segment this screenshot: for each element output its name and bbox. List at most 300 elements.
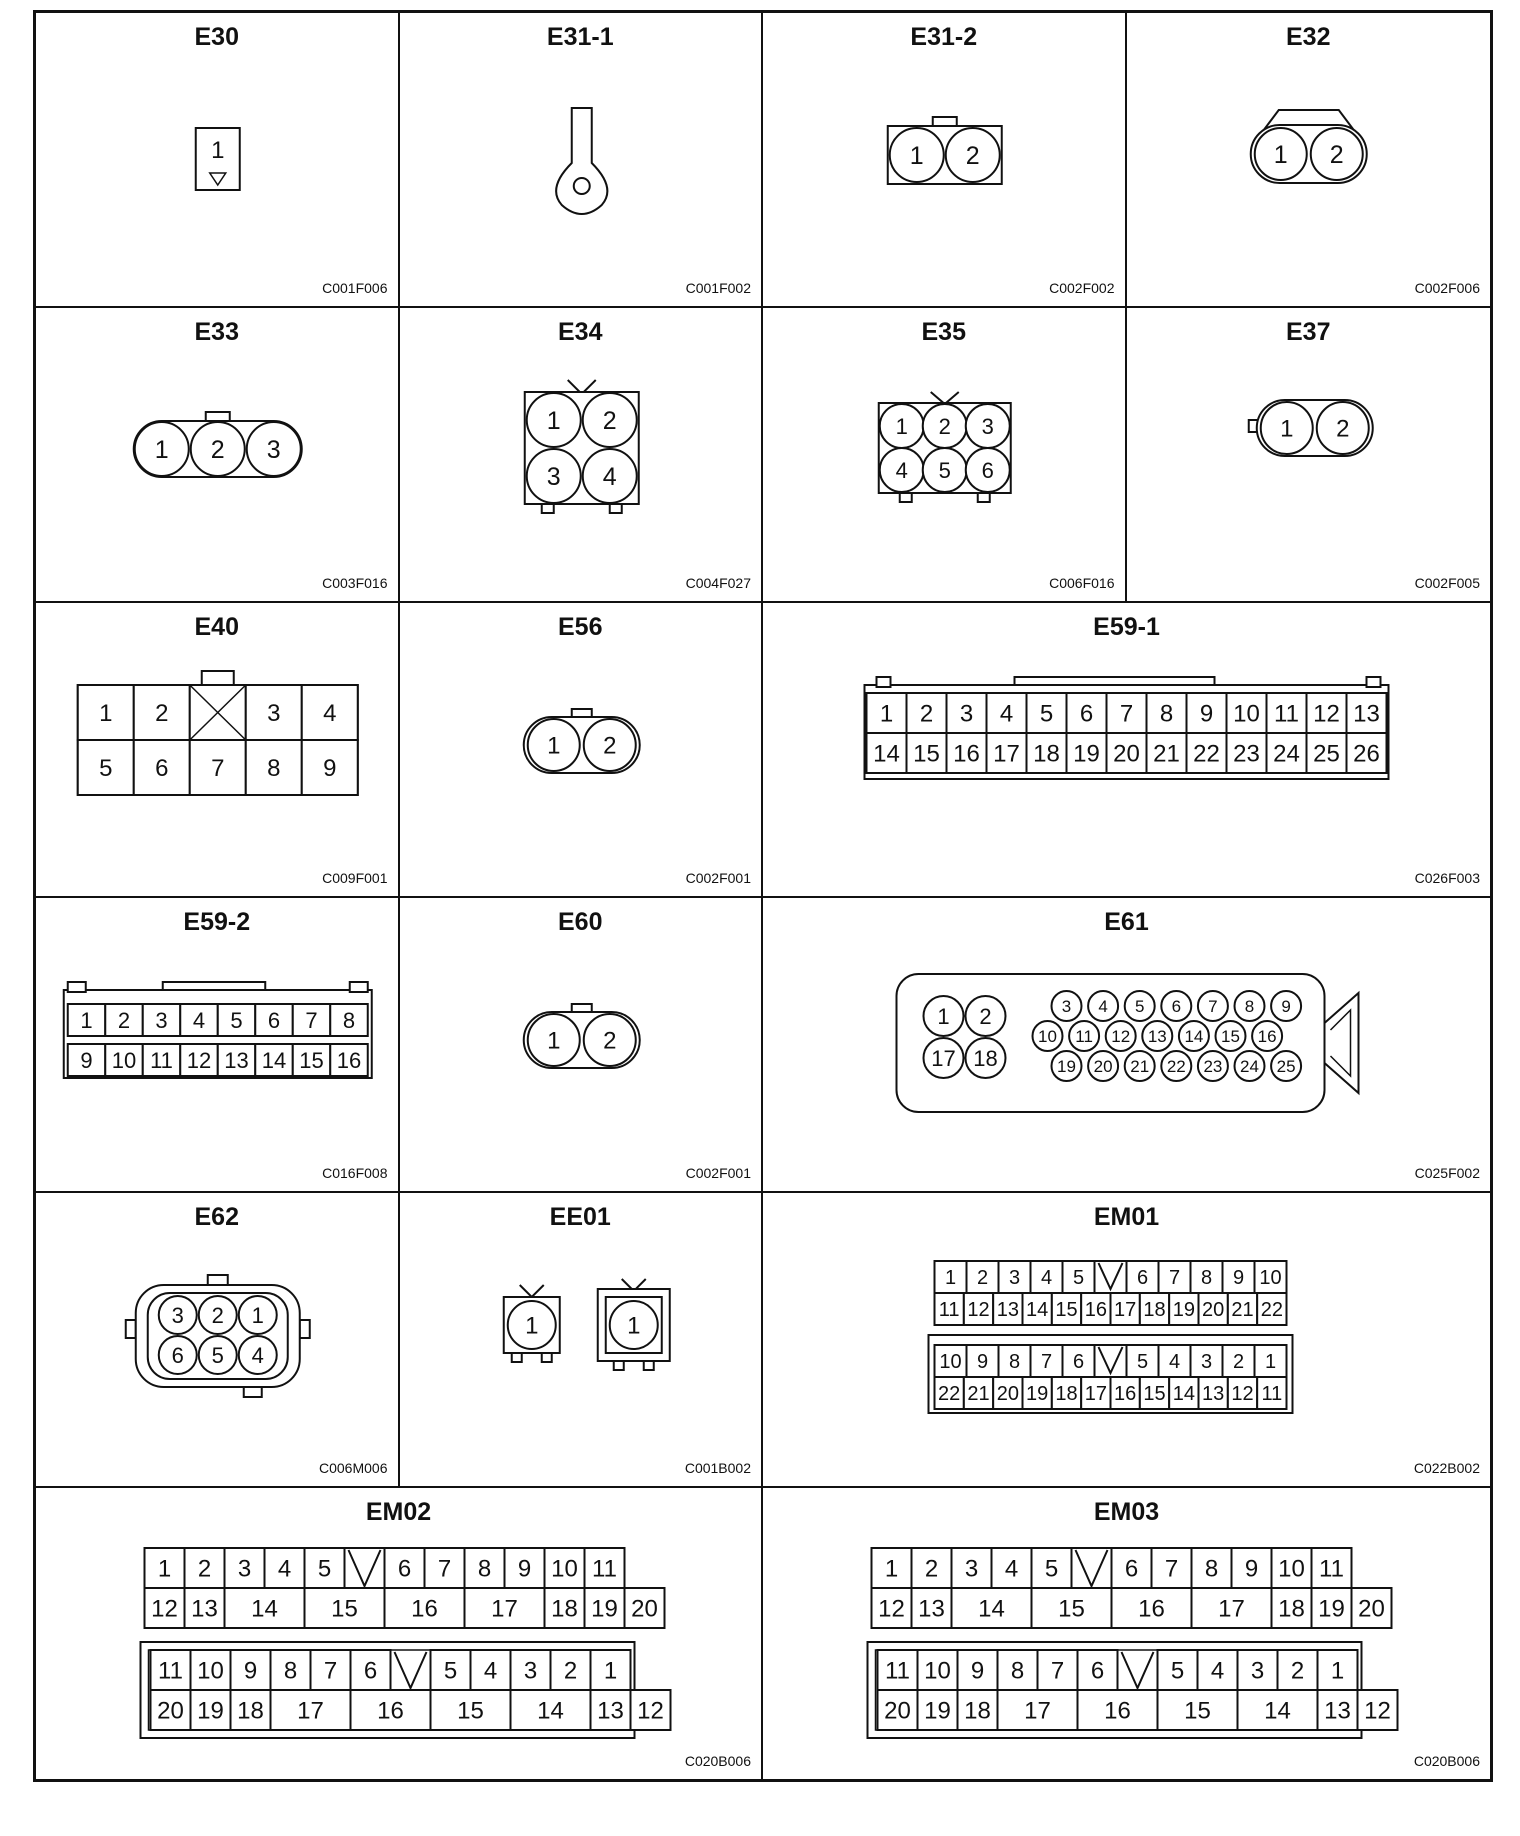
pin-label: 13 bbox=[1202, 1383, 1225, 1406]
pin-label: 7 bbox=[1040, 1351, 1053, 1374]
lock-tab bbox=[350, 982, 368, 992]
connector-id: E30 bbox=[194, 23, 239, 51]
connector-cell-e40 bbox=[36, 603, 400, 898]
connector-cell-e32 bbox=[1127, 13, 1491, 308]
pin-label: 1 bbox=[546, 732, 560, 760]
connector-cell-e59-1 bbox=[763, 603, 1490, 898]
pin-label: 16 bbox=[377, 1697, 404, 1725]
pin-label: 2 bbox=[602, 407, 617, 435]
connector-drawing bbox=[36, 898, 400, 1193]
pin-label: 9 bbox=[243, 1657, 258, 1685]
pin-label: 9 bbox=[1232, 1267, 1245, 1290]
pin-label: 4 bbox=[1210, 1657, 1225, 1685]
pin-label: 12 bbox=[878, 1595, 905, 1623]
lock-tab bbox=[244, 1387, 262, 1397]
pin-label: 13 bbox=[1353, 700, 1380, 728]
connector-code: C004F027 bbox=[685, 575, 751, 591]
pin-label: 6 bbox=[1136, 1267, 1149, 1290]
pin-label: 10 bbox=[1278, 1555, 1305, 1583]
pin-label: 23 bbox=[1203, 1057, 1223, 1077]
pin-label: 13 bbox=[224, 1047, 249, 1073]
pin-label: 13 bbox=[996, 1299, 1019, 1322]
pin-label: 3 bbox=[959, 700, 974, 728]
pin-label: 2 bbox=[919, 700, 934, 728]
pin-label: 20 bbox=[884, 1697, 911, 1725]
connector-code: C001F006 bbox=[322, 280, 388, 296]
pin-label: 4 bbox=[192, 1007, 206, 1033]
pin-label: 15 bbox=[1143, 1383, 1166, 1406]
pin-label: 1 bbox=[1330, 1657, 1345, 1685]
connector-code: C001F002 bbox=[685, 280, 751, 296]
pin-label: 14 bbox=[1264, 1697, 1291, 1725]
connector-drawing bbox=[36, 13, 400, 308]
pin-label: 1 bbox=[546, 1027, 560, 1055]
connector-drawing bbox=[36, 1488, 763, 1779]
pin-label: 13 bbox=[918, 1595, 945, 1623]
pin-label: 15 bbox=[457, 1697, 484, 1725]
pin-label: 15 bbox=[1184, 1697, 1211, 1725]
pin-label: 1 bbox=[603, 1657, 618, 1685]
pin-label: 1 bbox=[895, 413, 908, 439]
pin-label: 1 bbox=[1264, 1351, 1277, 1374]
connector-cell-em01 bbox=[763, 1193, 1490, 1488]
connector-drawing bbox=[36, 603, 400, 898]
pin-label: 8 bbox=[342, 1007, 356, 1033]
pin-label: 17 bbox=[1024, 1697, 1051, 1725]
connector-code: C002F002 bbox=[1049, 280, 1115, 296]
pin-label: 12 bbox=[151, 1595, 178, 1623]
pin-label: 1 bbox=[626, 1312, 640, 1340]
pin-label: 11 bbox=[158, 1657, 183, 1685]
pin-label: 6 bbox=[1124, 1555, 1139, 1583]
pin-label: 19 bbox=[924, 1697, 951, 1725]
connector-code: C001B002 bbox=[684, 1460, 751, 1476]
lock-tab bbox=[541, 504, 553, 513]
pin-label: 14 bbox=[873, 740, 900, 768]
pin-label: 7 bbox=[1164, 1555, 1179, 1583]
pin-label: 17 bbox=[1218, 1595, 1245, 1623]
pin-label: 20 bbox=[1202, 1299, 1225, 1322]
pin-label: 7 bbox=[437, 1555, 452, 1583]
connector-id: E59-1 bbox=[1093, 613, 1160, 641]
pin-label: 12 bbox=[1111, 1027, 1131, 1047]
pin-label: 7 bbox=[1208, 997, 1218, 1017]
pin-label: 2 bbox=[117, 1007, 131, 1033]
pin-label: 16 bbox=[1104, 1697, 1131, 1725]
pin-label: 6 bbox=[981, 457, 994, 483]
pin-label: 10 bbox=[1038, 1027, 1057, 1047]
pin-label: 14 bbox=[978, 1595, 1005, 1623]
pin-label: 3 bbox=[981, 413, 994, 439]
pin-label: 9 bbox=[1244, 1555, 1259, 1583]
pin-label: 10 bbox=[551, 1555, 578, 1583]
pin-label: 4 bbox=[323, 700, 337, 728]
pin-label: 24 bbox=[1240, 1057, 1259, 1077]
pin-label: 3 bbox=[964, 1555, 979, 1583]
connector-drawing bbox=[763, 898, 1490, 1193]
connector-code: C002F005 bbox=[1414, 575, 1480, 591]
pin-label: 22 bbox=[1260, 1299, 1283, 1322]
connector-code: C003F016 bbox=[322, 575, 388, 591]
pin-label: 2 bbox=[155, 700, 169, 728]
pin-label: 18 bbox=[973, 1045, 998, 1071]
pin-label: 8 bbox=[1008, 1351, 1021, 1374]
pin-label: 19 bbox=[1172, 1299, 1195, 1322]
pin-label: 20 bbox=[1358, 1595, 1385, 1623]
pin-label: 1 bbox=[937, 1003, 950, 1029]
connector-id: E31-2 bbox=[910, 23, 978, 51]
pin-label: 20 bbox=[631, 1595, 658, 1623]
pin-label: 2 bbox=[1329, 141, 1344, 169]
pin-label: 12 bbox=[1313, 700, 1340, 728]
pin-label: 1 bbox=[157, 1555, 172, 1583]
pin-label: 6 bbox=[171, 1342, 184, 1368]
ring-terminal-icon bbox=[556, 108, 607, 214]
lock-tab bbox=[609, 504, 621, 513]
pin-label: 15 bbox=[913, 740, 940, 768]
pin-label: 19 bbox=[1318, 1595, 1345, 1623]
connector-cell-e37 bbox=[1127, 308, 1491, 603]
pin-label: 1 bbox=[546, 407, 561, 435]
pin-label: 18 bbox=[1055, 1383, 1078, 1406]
lock-tab bbox=[643, 1361, 653, 1370]
pin-label: 1 bbox=[884, 1555, 899, 1583]
pin-label: 6 bbox=[397, 1555, 412, 1583]
pin-label: 1 bbox=[1279, 415, 1293, 443]
pin-label: 2 bbox=[197, 1555, 212, 1583]
pin-label: 11 bbox=[885, 1657, 910, 1685]
pin-label: 11 bbox=[1274, 700, 1299, 728]
lock-v bbox=[349, 1550, 381, 1586]
pin-label: 8 bbox=[477, 1555, 492, 1583]
pin-label: 15 bbox=[1055, 1299, 1078, 1322]
pin-label: 6 bbox=[267, 1007, 281, 1033]
pin-label: 19 bbox=[1073, 740, 1100, 768]
connector-drawing bbox=[400, 1193, 764, 1488]
pin-label: 8 bbox=[283, 1657, 298, 1685]
pin-label: 18 bbox=[237, 1697, 264, 1725]
pin-label: 12 bbox=[186, 1047, 212, 1073]
pin-label: 6 bbox=[1072, 1351, 1085, 1374]
pin-label: 4 bbox=[483, 1657, 498, 1685]
lock-tab bbox=[300, 1320, 310, 1338]
ring-hole bbox=[573, 178, 589, 194]
connector-id: EM03 bbox=[1093, 1498, 1160, 1526]
connector-cell-e34 bbox=[400, 308, 764, 603]
connector-cell-ee01 bbox=[400, 1193, 764, 1488]
pin-label: 17 bbox=[1084, 1383, 1107, 1406]
pin-label: 4 bbox=[277, 1555, 292, 1583]
lock-tab bbox=[613, 1361, 623, 1370]
pin-label: 13 bbox=[191, 1595, 218, 1623]
lock-tab bbox=[126, 1320, 136, 1338]
connector-id: E59-2 bbox=[183, 908, 251, 936]
lock-tab bbox=[163, 982, 266, 990]
pin-label: 10 bbox=[1233, 700, 1260, 728]
pin-label: 7 bbox=[1168, 1267, 1181, 1290]
pin-label: 17 bbox=[297, 1697, 324, 1725]
pin-label: 1 bbox=[154, 436, 169, 464]
pin-label: 8 bbox=[1244, 997, 1255, 1017]
pin-label: 8 bbox=[267, 755, 281, 783]
pin-label: 9 bbox=[970, 1657, 985, 1685]
lock-tab bbox=[978, 493, 990, 502]
pin-label: 7 bbox=[323, 1657, 338, 1685]
pin-label: 9 bbox=[323, 755, 337, 783]
pin-label: 3 bbox=[1250, 1657, 1265, 1685]
pin-label: 2 bbox=[979, 1003, 992, 1029]
pin-label: 2 bbox=[976, 1267, 989, 1290]
pin-label: 5 bbox=[1134, 997, 1145, 1017]
connector-id: E33 bbox=[194, 318, 239, 346]
lock-v bbox=[1076, 1550, 1108, 1586]
pin-label: 2 bbox=[211, 1302, 224, 1328]
connector-id: E37 bbox=[1286, 318, 1331, 346]
pin-label: 4 bbox=[895, 457, 908, 483]
pin-label: 24 bbox=[1273, 740, 1300, 768]
pin-label: 7 bbox=[305, 1007, 318, 1033]
pin-label: 20 bbox=[1113, 740, 1140, 768]
pin-label: 3 bbox=[523, 1657, 538, 1685]
pin-label: 15 bbox=[331, 1595, 358, 1623]
pin-label: 11 bbox=[1261, 1383, 1283, 1406]
pin-label: 18 bbox=[964, 1697, 991, 1725]
connector-cell-e35 bbox=[763, 308, 1127, 603]
connector-grid bbox=[33, 10, 1493, 1782]
lock-tab bbox=[68, 982, 86, 992]
pin-label: 21 bbox=[1153, 740, 1180, 768]
pin-label: 18 bbox=[551, 1595, 578, 1623]
pin-label: 6 bbox=[155, 755, 169, 783]
pin-label: 22 bbox=[1166, 1057, 1186, 1077]
pin-label: 5 bbox=[1136, 1351, 1149, 1374]
lock-tab bbox=[208, 1275, 228, 1285]
connector-code: C022B002 bbox=[1413, 1460, 1480, 1476]
pin-label: 8 bbox=[1200, 1267, 1213, 1290]
pin-label: 11 bbox=[592, 1555, 617, 1583]
connector-cell-e60 bbox=[400, 898, 764, 1193]
latch-inner bbox=[1331, 1010, 1351, 1076]
pin-label: 10 bbox=[939, 1351, 962, 1374]
connector-cell-e61 bbox=[763, 898, 1490, 1193]
connector-drawing bbox=[400, 13, 764, 308]
pin-label: 1 bbox=[80, 1007, 93, 1033]
pin-label: 15 bbox=[299, 1047, 324, 1073]
pin-label: 5 bbox=[443, 1657, 458, 1685]
pin-label: 16 bbox=[1138, 1595, 1165, 1623]
connector-drawing bbox=[763, 603, 1490, 898]
connector-code: C006F016 bbox=[1049, 575, 1115, 591]
connector-drawing bbox=[1127, 13, 1491, 308]
pin-label: 6 bbox=[1079, 700, 1094, 728]
connector-id: E61 bbox=[1104, 908, 1149, 936]
connector-drawing bbox=[763, 308, 1127, 603]
pin-label: 1 bbox=[944, 1267, 957, 1290]
pin-label: 18 bbox=[1033, 740, 1060, 768]
pin-label: 5 bbox=[938, 457, 951, 483]
pin-label: 12 bbox=[1364, 1697, 1391, 1725]
connector-cell-e31-2 bbox=[763, 13, 1127, 308]
pin-label: 4 bbox=[1168, 1351, 1181, 1374]
pin-label: 12 bbox=[1231, 1383, 1254, 1406]
pin-label: 16 bbox=[953, 740, 980, 768]
connector-code: C006M006 bbox=[319, 1460, 388, 1476]
lock-tab bbox=[202, 671, 234, 685]
pin-label: 14 bbox=[1184, 1027, 1204, 1047]
connector-drawing bbox=[400, 898, 764, 1193]
pin-label: 7 bbox=[211, 755, 225, 783]
connector-code: C026F003 bbox=[1414, 870, 1480, 886]
connector-code: C016F008 bbox=[322, 1165, 388, 1181]
pin-label: 2 bbox=[1335, 415, 1349, 443]
pin-label: 11 bbox=[938, 1299, 960, 1322]
pin-label: 4 bbox=[1040, 1267, 1053, 1290]
connector-drawing bbox=[1127, 308, 1491, 603]
pin-label: 14 bbox=[1026, 1299, 1049, 1322]
connector-drawing bbox=[36, 1193, 400, 1488]
connector-cell-em03 bbox=[763, 1488, 1490, 1779]
pin-label: 19 bbox=[591, 1595, 618, 1623]
connector-code: C002F006 bbox=[1414, 280, 1480, 296]
pin-label: 7 bbox=[1119, 700, 1134, 728]
pin-label: 22 bbox=[938, 1383, 961, 1406]
pin-label: 2 bbox=[1290, 1657, 1305, 1685]
pin-label: 8 bbox=[1204, 1555, 1219, 1583]
pin-label: 25 bbox=[1276, 1057, 1296, 1077]
pin-label: 5 bbox=[1039, 700, 1054, 728]
pin-label: 16 bbox=[336, 1047, 362, 1073]
pin-label: 21 bbox=[967, 1383, 990, 1406]
pin-label: 3 bbox=[1008, 1267, 1021, 1290]
pin-label: 17 bbox=[1114, 1299, 1137, 1322]
connector-code: C002F001 bbox=[685, 1165, 751, 1181]
latch bbox=[1325, 993, 1359, 1093]
pin-label: 1 bbox=[524, 1312, 538, 1340]
pin-label: 13 bbox=[1324, 1697, 1351, 1725]
connector-code: C020B006 bbox=[684, 1753, 751, 1769]
pin-label: 2 bbox=[563, 1657, 578, 1685]
pin-label: 1 bbox=[1273, 141, 1288, 169]
pin-label: 9 bbox=[1281, 997, 1291, 1017]
connector-cell-e33 bbox=[36, 308, 400, 603]
connector-id: EM02 bbox=[365, 1498, 432, 1526]
pin-label: 20 bbox=[996, 1383, 1019, 1406]
pin-label: 2 bbox=[924, 1555, 939, 1583]
pin-label: 5 bbox=[230, 1007, 243, 1033]
pin-label: 9 bbox=[80, 1047, 93, 1073]
pin-label: 5 bbox=[99, 755, 113, 783]
connector-drawing bbox=[400, 308, 764, 603]
pin-label: 2 bbox=[602, 1027, 616, 1055]
pin-label: 8 bbox=[1010, 1657, 1025, 1685]
pin-label: 3 bbox=[266, 436, 281, 464]
pin-label: 2 bbox=[938, 413, 951, 439]
pin-label: 13 bbox=[1147, 1027, 1167, 1047]
pin-label: 18 bbox=[1278, 1595, 1305, 1623]
pin-label: 12 bbox=[637, 1697, 664, 1725]
pin-label: 1 bbox=[99, 700, 113, 728]
connector-id: E31-1 bbox=[546, 23, 614, 51]
pin-label: 6 bbox=[1171, 997, 1182, 1017]
pin-label: 1 bbox=[211, 137, 225, 164]
pin-label: 5 bbox=[211, 1342, 224, 1368]
pin-label: 17 bbox=[491, 1595, 518, 1623]
pin-label: 4 bbox=[602, 463, 617, 491]
pin-label: 2 bbox=[1232, 1351, 1245, 1374]
connector-id: E32 bbox=[1286, 23, 1331, 51]
connector-id: E34 bbox=[558, 318, 603, 346]
pin-label: 19 bbox=[1026, 1383, 1049, 1406]
pin-label: 3 bbox=[267, 700, 281, 728]
connector-code: C002F001 bbox=[685, 870, 751, 886]
pin-label: 26 bbox=[1353, 740, 1380, 768]
pin-label: 5 bbox=[1072, 1267, 1085, 1290]
pin-label: 3 bbox=[171, 1302, 184, 1328]
lock-tab bbox=[900, 493, 912, 502]
pin-label: 4 bbox=[251, 1342, 264, 1368]
pin-label: 2 bbox=[602, 732, 616, 760]
connector-drawing bbox=[400, 603, 764, 898]
pin-label: 7 bbox=[1050, 1657, 1065, 1685]
connector-code: C020B006 bbox=[1413, 1753, 1480, 1769]
connector-id: E56 bbox=[558, 613, 603, 641]
pin-label: 10 bbox=[1259, 1267, 1282, 1290]
pin-label: 2 bbox=[965, 142, 980, 170]
pin-label: 1 bbox=[909, 142, 924, 170]
connector-id: E40 bbox=[194, 613, 239, 641]
pin-label: 12 bbox=[967, 1299, 990, 1322]
connector-id: EM01 bbox=[1093, 1203, 1160, 1231]
pin-label: 3 bbox=[546, 463, 561, 491]
pin-label: 19 bbox=[197, 1697, 224, 1725]
pin-label: 16 bbox=[411, 1595, 438, 1623]
pin-label: 20 bbox=[157, 1697, 184, 1725]
pin-label: 9 bbox=[976, 1351, 989, 1374]
pin-label: 21 bbox=[1231, 1299, 1254, 1322]
pin-label: 1 bbox=[251, 1302, 264, 1328]
connector-code: C009F001 bbox=[322, 870, 388, 886]
pin-label: 5 bbox=[1044, 1555, 1059, 1583]
pin-label: 2 bbox=[210, 436, 225, 464]
connector-cell-e59-2 bbox=[36, 898, 400, 1193]
pin-label: 10 bbox=[111, 1047, 137, 1073]
pin-label: 8 bbox=[1159, 700, 1174, 728]
connector-code: C025F002 bbox=[1414, 1165, 1480, 1181]
connector-cell-e62 bbox=[36, 1193, 400, 1488]
pin-label: 11 bbox=[1319, 1555, 1344, 1583]
pin-label: 14 bbox=[537, 1697, 564, 1725]
pin-label: 14 bbox=[1172, 1383, 1195, 1406]
lock-tab bbox=[1367, 677, 1381, 687]
pin-label: 16 bbox=[1084, 1299, 1107, 1322]
pin-label: 22 bbox=[1193, 740, 1220, 768]
pin-label: 18 bbox=[1143, 1299, 1166, 1322]
pin-label: 23 bbox=[1233, 740, 1260, 768]
pin-label: 11 bbox=[150, 1047, 173, 1073]
pin-label: 13 bbox=[597, 1697, 624, 1725]
pin-label: 9 bbox=[517, 1555, 532, 1583]
pin-label: 4 bbox=[1004, 1555, 1019, 1583]
pin-label: 11 bbox=[1075, 1027, 1093, 1047]
pin-label: 3 bbox=[237, 1555, 252, 1583]
connector-drawing bbox=[36, 308, 400, 603]
pin-label: 10 bbox=[197, 1657, 224, 1685]
connector-cell-em02 bbox=[36, 1488, 763, 1779]
connector-cell-e56 bbox=[400, 603, 764, 898]
lock-tab bbox=[1015, 677, 1215, 685]
pin-label: 16 bbox=[1114, 1383, 1137, 1406]
connector-cell-e31-1 bbox=[400, 13, 764, 308]
